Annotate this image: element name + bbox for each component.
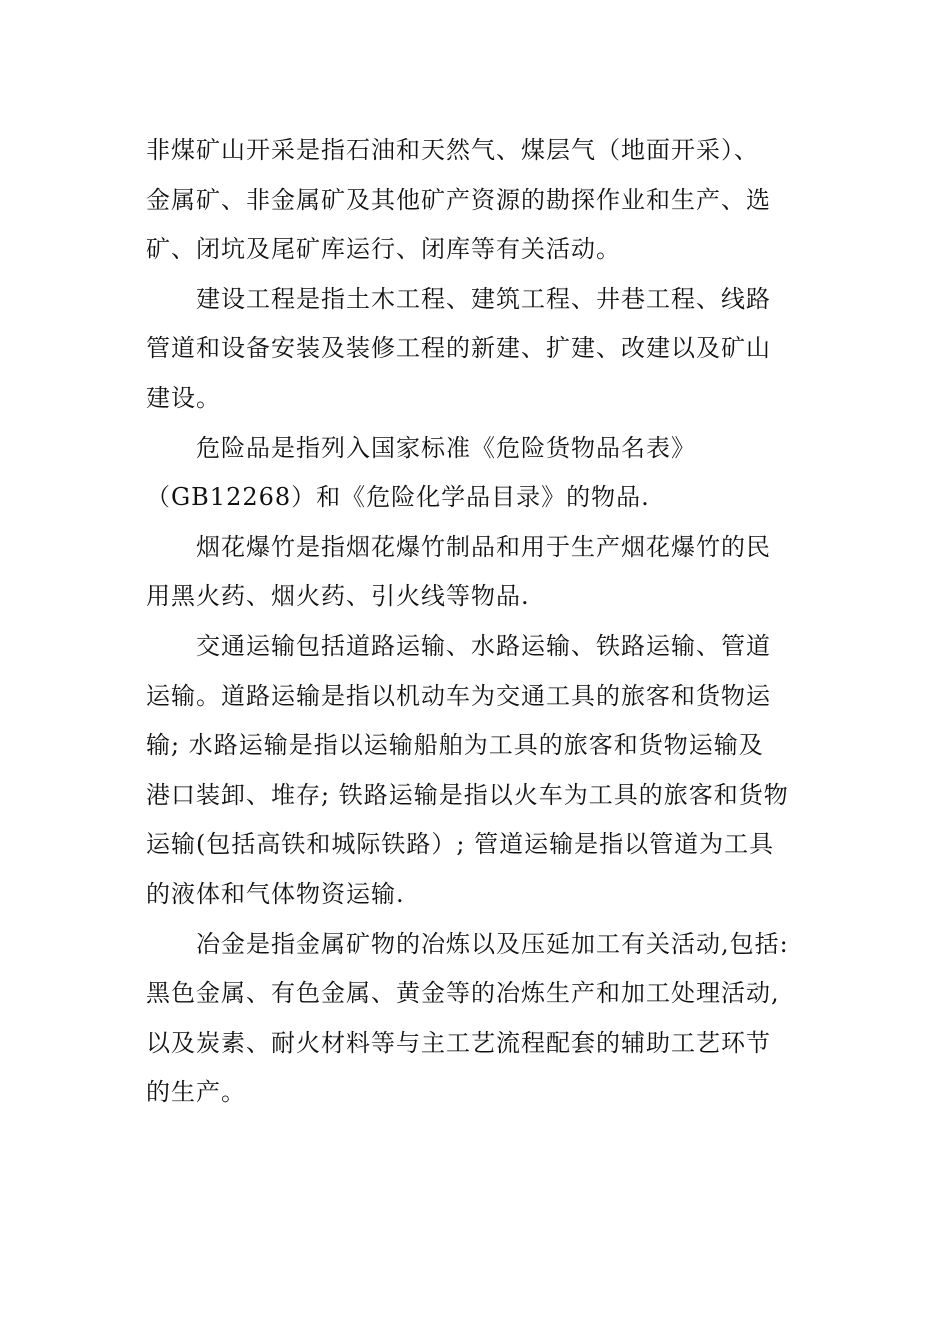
paragraph-fireworks: [146, 523, 806, 622]
text-line: 非煤矿山开采是指石油和天然气、煤层气（地面开采）、: [146, 136, 759, 164]
paragraph-transport: [146, 622, 806, 920]
text-line: （GB12268）和《危险化学品目录》的物品.: [146, 483, 650, 512]
document-body: [146, 126, 806, 1118]
text-line: 矿、闭坑及尾矿库运行、闭库等有关活动。: [146, 235, 621, 264]
text-line: 运输。道路运输是指以机动车为交通工具的旅客和货物运: [146, 681, 771, 710]
text-line: 烟花爆竹是指烟花爆竹制品和用于生产烟花爆竹的民: [196, 532, 771, 561]
paragraph-hazardous-goods: [146, 424, 806, 523]
text-line: 输; 水路运输是指以运输船舶为工具的旅客和货物运输及: [146, 731, 764, 760]
text-line: 危险品是指列入国家标准《危险货物品名表》: [196, 433, 696, 462]
text-line: 交通运输包括道路运输、水路运输、铁路运输、管道: [196, 631, 771, 660]
text-line: 建设工程是指土木工程、建筑工程、井巷工程、线路: [196, 284, 771, 313]
text-line: 冶金是指金属矿物的冶炼以及压延加工有关活动,包括:: [196, 929, 789, 958]
text-line: 运输(包括高铁和城际铁路）; 管道运输是指以管道为工具: [146, 830, 775, 859]
text-line: 用黑火药、烟火药、引火线等物品.: [146, 582, 530, 611]
text-line: 的生产。: [146, 1078, 246, 1107]
text-line: 以及炭素、耐火材料等与主工艺流程配套的辅助工艺环节: [146, 1028, 771, 1057]
text-line: 黑色金属、有色金属、黄金等的冶炼生产和加工处理活动,: [146, 979, 780, 1008]
text-line: 建设。: [146, 383, 221, 412]
text-line: 管道和设备安装及装修工程的新建、扩建、改建以及矿山: [146, 334, 771, 363]
paragraph-non-coal-mining: [146, 126, 806, 275]
text-line: 金属矿、非金属矿及其他矿产资源的勘探作业和生产、选: [146, 185, 771, 214]
paragraph-construction: [146, 275, 806, 424]
text-line: 的液体和气体物资运输.: [146, 879, 405, 908]
paragraph-metallurgy: [146, 920, 806, 1118]
text-line: 港口装卸、堆存; 铁路运输是指以火车为工具的旅客和货物: [146, 780, 789, 809]
